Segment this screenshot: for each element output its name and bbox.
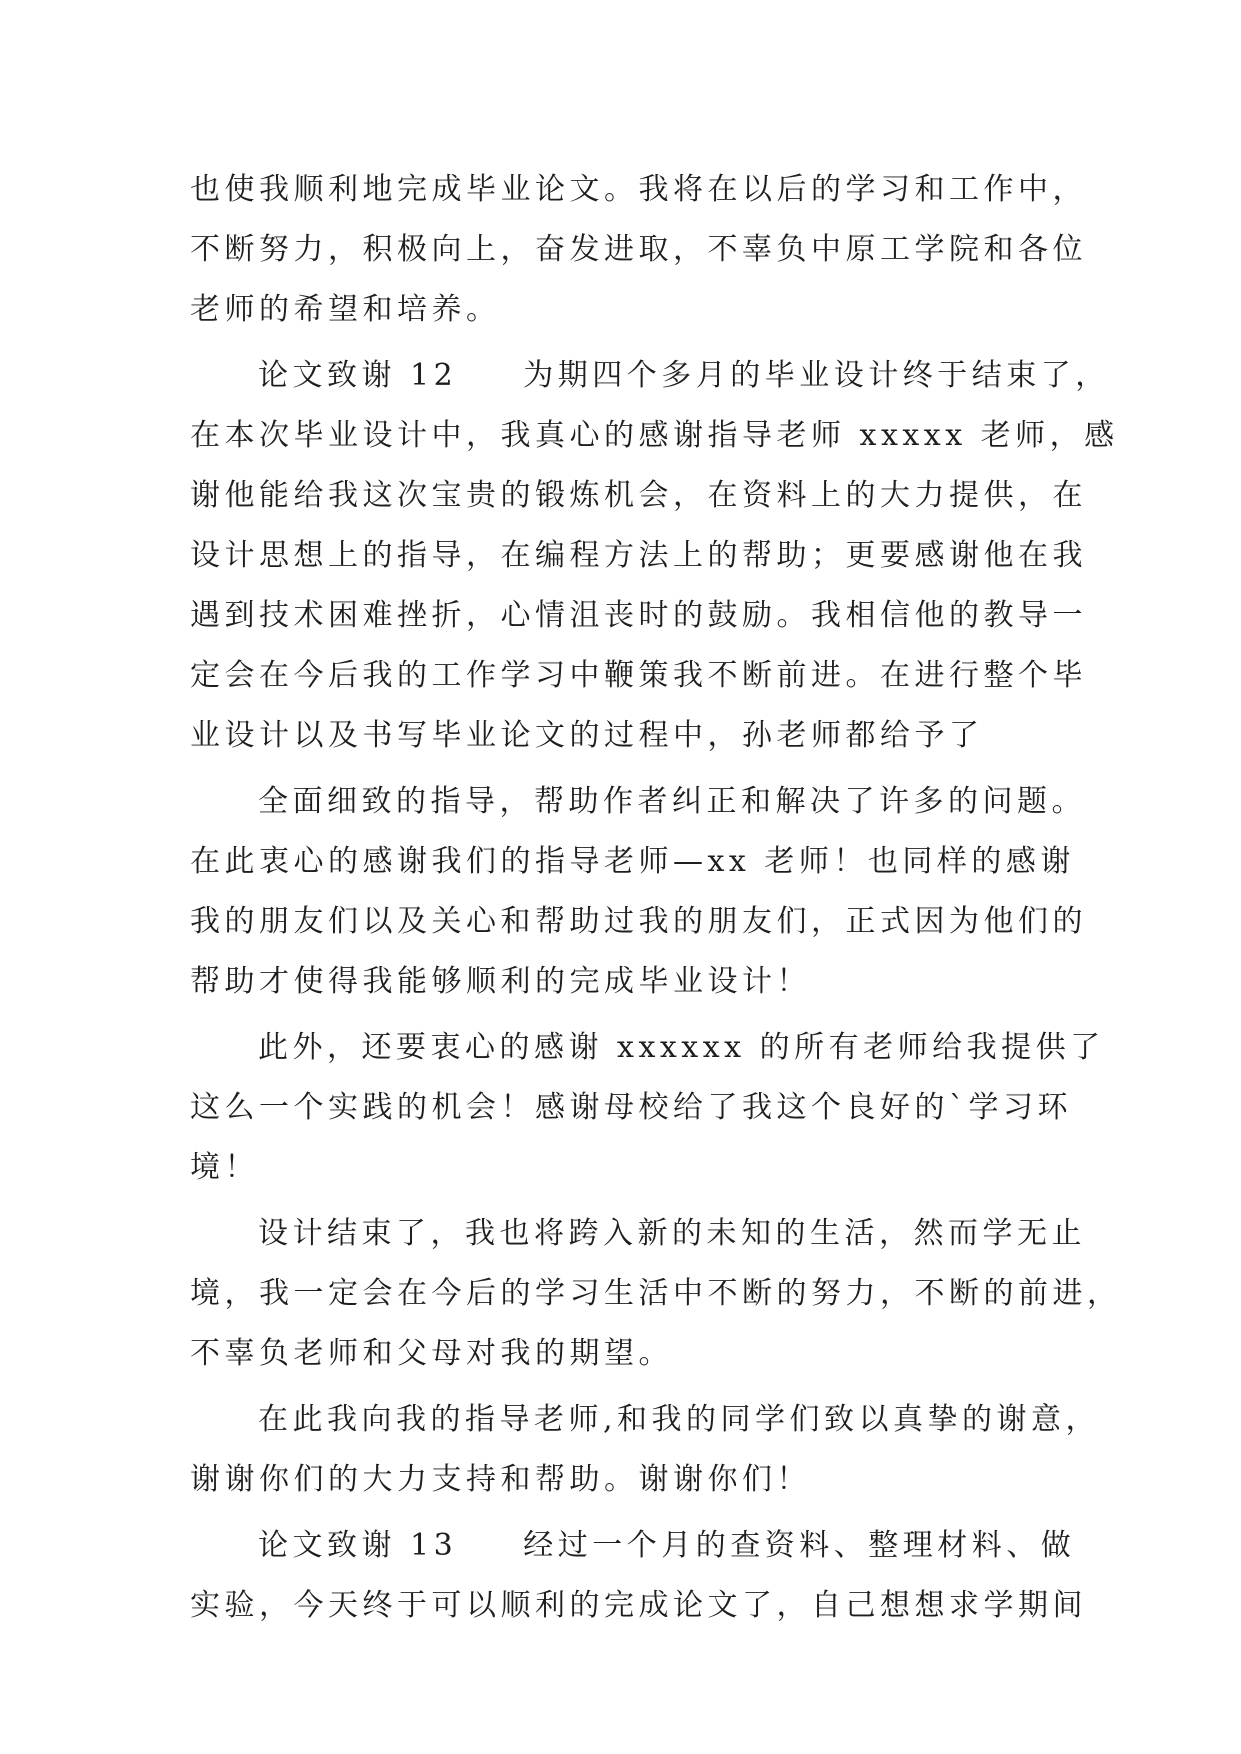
text-line: 定会在今后我的工作学习中鞭策我不断前进。在进行整个毕	[190, 658, 1087, 693]
text-line: 不辜负老师和父母对我的期望。	[190, 1336, 673, 1371]
text-line: 在本次毕业设计中，我真心的感谢指导老师 xxxxx 老师，感	[190, 418, 1119, 453]
text-line: 业设计以及书写毕业论文的过程中，孙老师都给予了	[190, 718, 984, 753]
section-heading: 论文致谢 13	[258, 1528, 458, 1563]
text-line: 为期四个多月的毕业设计终于结束了，	[523, 358, 1110, 393]
text-line: 谢他能给我这次宝贵的锻炼机会，在资料上的大力提供，在	[190, 478, 1087, 513]
text-line: 这么一个实践的机会！感谢母校给了我这个良好的`学习环	[190, 1090, 1072, 1125]
section-heading: 论文致谢 12	[258, 358, 458, 393]
text-line: 在此衷心的感谢我们的指导老师—xx 老师！也同样的感谢	[190, 844, 1075, 879]
text-line: 遇到技术困难挫折，心情沮丧时的鼓励。我相信他的教导一	[190, 598, 1087, 633]
text-line: 设计思想上的指导，在编程方法上的帮助；更要感谢他在我	[190, 538, 1087, 573]
text-line: 在此我向我的指导老师,和我的同学们致以真挚的谢意，	[258, 1402, 1101, 1437]
text-line: 老师的希望和培养。	[190, 292, 501, 327]
section-line	[258, 1516, 1076, 1576]
text-line: 帮助才使得我能够顺利的完成毕业设计！	[190, 964, 811, 999]
text-line: 不断努力，积极向上，奋发进取，不辜负中原工学院和各位	[190, 232, 1087, 267]
text-line: 全面细致的指导，帮助作者纠正和解决了许多的问题。	[258, 784, 1086, 819]
text-line: 设计结束了，我也将跨入新的未知的生活，然而学无止	[258, 1216, 1086, 1251]
text-line: 此外，还要衷心的感谢 xxxxxx 的所有老师给我提供了	[258, 1030, 1105, 1065]
text-line: 境！	[190, 1150, 259, 1185]
text-line: 谢谢你们的大力支持和帮助。谢谢你们！	[190, 1462, 811, 1497]
text-line: 实验，今天终于可以顺利的完成论文了，自己想想求学期间	[190, 1588, 1087, 1623]
text-line: 我的朋友们以及关心和帮助过我的朋友们，正式因为他们的	[190, 904, 1087, 939]
text-line: 境，我一定会在今后的学习生活中不断的努力，不断的前进，	[190, 1276, 1122, 1311]
text-line: 也使我顺利地完成毕业论文。我将在以后的学习和工作中，	[190, 172, 1087, 207]
text-line: 经过一个月的查资料、整理材料、做	[523, 1528, 1076, 1563]
section-line	[258, 346, 1110, 406]
